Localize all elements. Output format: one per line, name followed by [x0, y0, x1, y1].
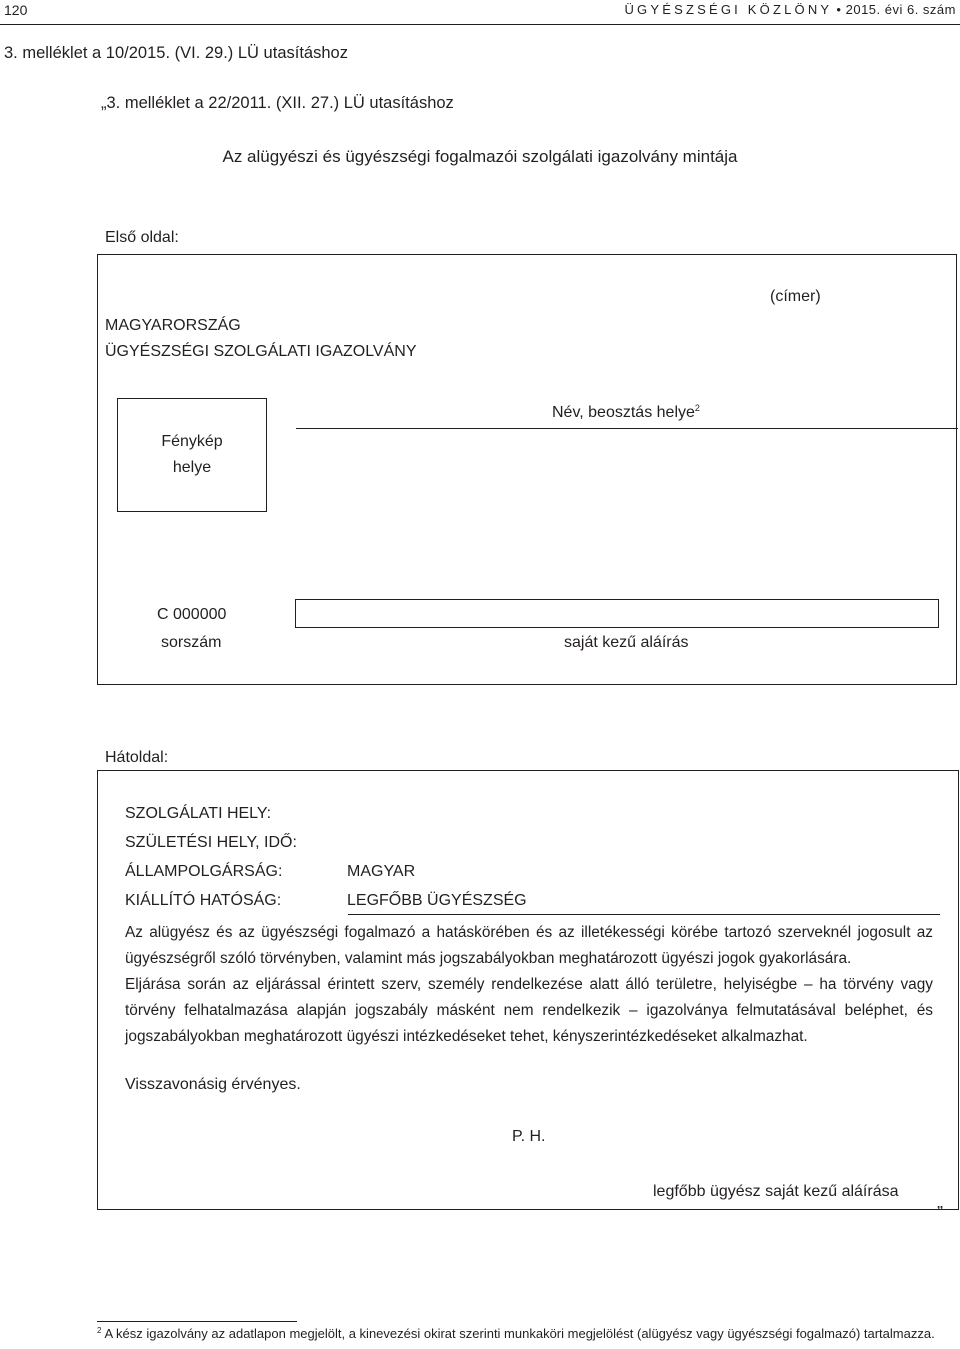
photo-label-line2: helye [172, 459, 212, 476]
front-side-label: Első oldal: [105, 229, 179, 246]
back-side-label: Hátoldal: [105, 749, 169, 766]
document-title: Az alügyészi és ügyészségi fogalmazói szolgálati igazolvány mintája [222, 147, 738, 166]
field-label-service-place: SZOLGÁLATI HELY: [125, 805, 272, 822]
field-label-birth: SZÜLETÉSI HELY, IDŐ: [125, 834, 297, 851]
field-value-citizenship: MAGYAR [347, 863, 416, 880]
name-rule [296, 428, 958, 429]
footnote-ref: 2 [694, 403, 700, 413]
country-name: MAGYARORSZÁG [105, 317, 241, 334]
crest-placeholder: (címer) [770, 288, 821, 305]
footnote-number: 2 [97, 1326, 102, 1335]
authority-text [125, 920, 933, 1050]
annex-inner: „3. melléklet a 22/2011. (XII. 27.) LÜ utasításhoz [101, 94, 454, 112]
field-label-citizenship: ÁLLAMPOLGÁRSÁG: [125, 863, 283, 880]
back-rule [348, 914, 940, 915]
footnote [97, 1326, 935, 1341]
field-label-issuer: KIÁLLÍTÓ HATÓSÁG: [125, 892, 282, 909]
signature-box [295, 599, 939, 628]
photo-box [117, 398, 267, 512]
journal-title: ÜGYÉSZSÉGI KÖZLÖNY [624, 2, 833, 17]
validity-text: Visszavonásig érvényes. [125, 1076, 301, 1093]
stamp-placeholder: P. H. [512, 1128, 546, 1145]
header-bullet: • [836, 2, 842, 17]
field-value-issuer: LEGFŐBB ÜGYÉSZSÉG [347, 892, 527, 909]
serial-number: C 000000 [157, 606, 227, 623]
annex-outer: 3. melléklet a 10/2015. (VI. 29.) LÜ utasításhoz [4, 44, 348, 62]
journal-header [624, 2, 956, 17]
footnote-text: A kész igazolvány az adatlapon megjelölt, a kinevezési okirat szerinti munkaköri megjelölést (alügyész vagy ügyészségi fogalmazó) tartalmazza. [104, 1326, 935, 1341]
page-number: 120 [4, 2, 28, 18]
photo-label-line1: Fénykép [161, 433, 223, 450]
header-rule [0, 24, 960, 25]
journal-issue: 2015. évi 6. szám [845, 2, 956, 17]
authority-paragraph-2: Eljárása során az eljárással érintett szerv, személy rendelkezése alatt álló területre, helyiségbe – ha törvény vagy törvény felhatalmazása alapján jogszabály másként nem rendelkezik – igazolványa felmutatásával beléphet, és jogszabályokban meghatározott ügyészi intézkedéseket tehet, kényszerintézkedéseket alkalmazhat. [125, 976, 933, 1045]
name-position-text: Név, beosztás helye [552, 404, 695, 421]
closing-quote: ” [937, 1203, 943, 1223]
card-type: ÜGYÉSZSÉGI SZOLGÁLATI IGAZOLVÁNY [105, 343, 417, 360]
name-position-label [552, 403, 700, 422]
footnote-rule [97, 1321, 297, 1322]
authority-paragraph-1: Az alügyész és az ügyészségi fogalmazó a hatáskörében és az illetékességi körébe tartozó szerveknél jogosult az ügyészségről szóló törvényben, valamint más jogszabályokban meghatározott ügyészi jogok gyakorlására. [125, 924, 933, 967]
chief-signature-label: legfőbb ügyész saját kezű aláírása [653, 1183, 899, 1200]
serial-label: sorszám [161, 634, 222, 651]
signature-label: saját kezű aláírás [564, 634, 689, 651]
